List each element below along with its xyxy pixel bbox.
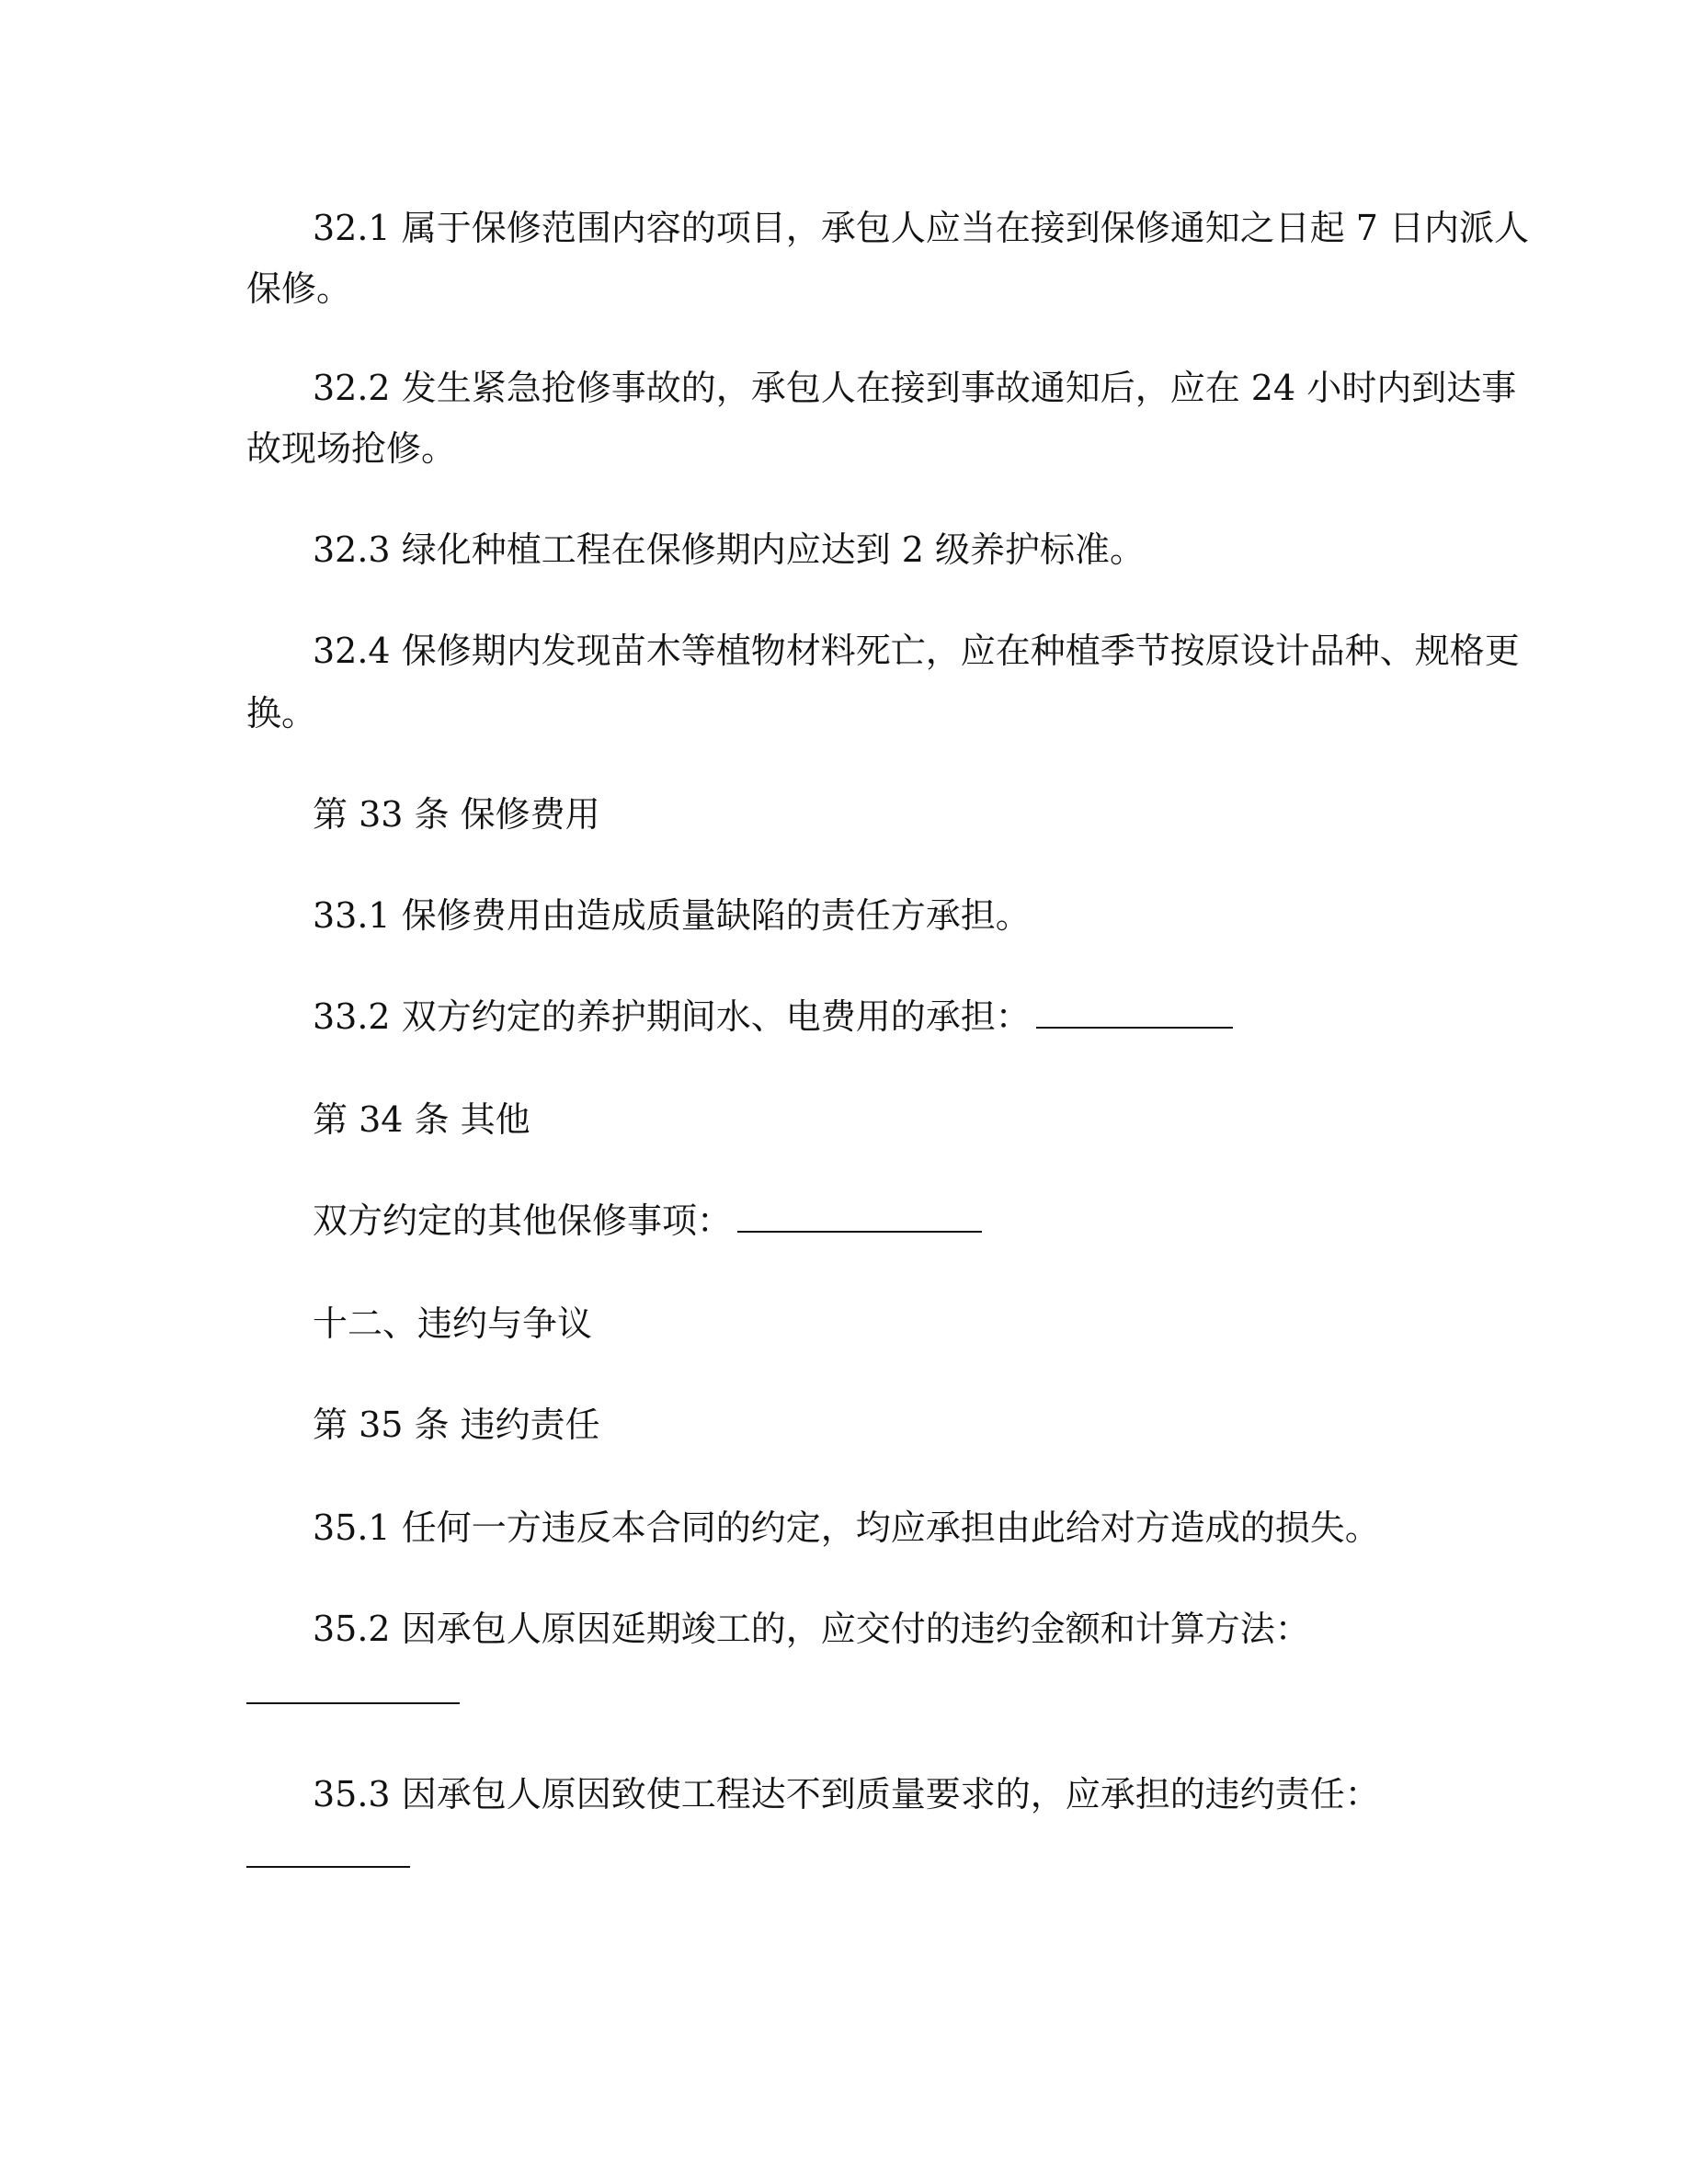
clause-35-3-blank[interactable] xyxy=(246,1866,410,1868)
clause-35-2-blank[interactable] xyxy=(246,1702,460,1704)
article-33-heading: 第 33 条 保修费用 xyxy=(313,794,600,835)
clause-33-2 xyxy=(313,987,1508,1046)
clause-33-1: 33.1 保修费用由造成质量缺陷的责任方承担。 xyxy=(313,895,1031,936)
clause-33-2-blank[interactable] xyxy=(1036,999,1233,1029)
clause-32-2-line2: 故现场抢修。 xyxy=(246,428,457,469)
clause-35-3: 35.3 因承包人原因致使工程达不到质量要求的，应承担的违约责任： xyxy=(313,1774,1380,1814)
section-12-heading: 十二、违约与争议 xyxy=(313,1303,593,1344)
clause-35-2: 35.2 因承包人原因延期竣工的，应交付的违约金额和计算方法： xyxy=(313,1609,1310,1649)
other-matters-blank[interactable] xyxy=(737,1203,982,1233)
clause-32-3: 32.3 绿化种植工程在保修期内应达到 2 级养护标准。 xyxy=(313,529,1146,570)
clause-32-4-line2: 换。 xyxy=(246,693,317,734)
other-matters-text: 双方约定的其他保修事项： xyxy=(313,1200,733,1241)
other-matters xyxy=(313,1191,1508,1250)
article-34-heading: 第 34 条 其他 xyxy=(313,1099,530,1140)
clause-32-1-line2: 保修。 xyxy=(246,268,352,309)
clause-35-1: 35.1 任何一方违反本合同的约定，均应承担由此给对方造成的损失。 xyxy=(313,1507,1380,1548)
clause-32-2-line1: 32.2 发生紧急抢修事故的，承包人在接到事故通知后，应在 24 小时内到达事 xyxy=(313,368,1517,408)
clause-32-4-line1: 32.4 保修期内发现苗木等植物材料死亡，应在种植季节按原设计品种、规格更 xyxy=(313,631,1520,671)
clause-33-2-text: 33.2 双方约定的养护期间水、电费用的承担： xyxy=(313,996,1031,1037)
clause-32-1-line1: 32.1 属于保修范围内容的项目，承包人应当在接到保修通知之日起 7 日内派人 xyxy=(313,208,1530,248)
article-35-heading: 第 35 条 违约责任 xyxy=(313,1405,600,1445)
